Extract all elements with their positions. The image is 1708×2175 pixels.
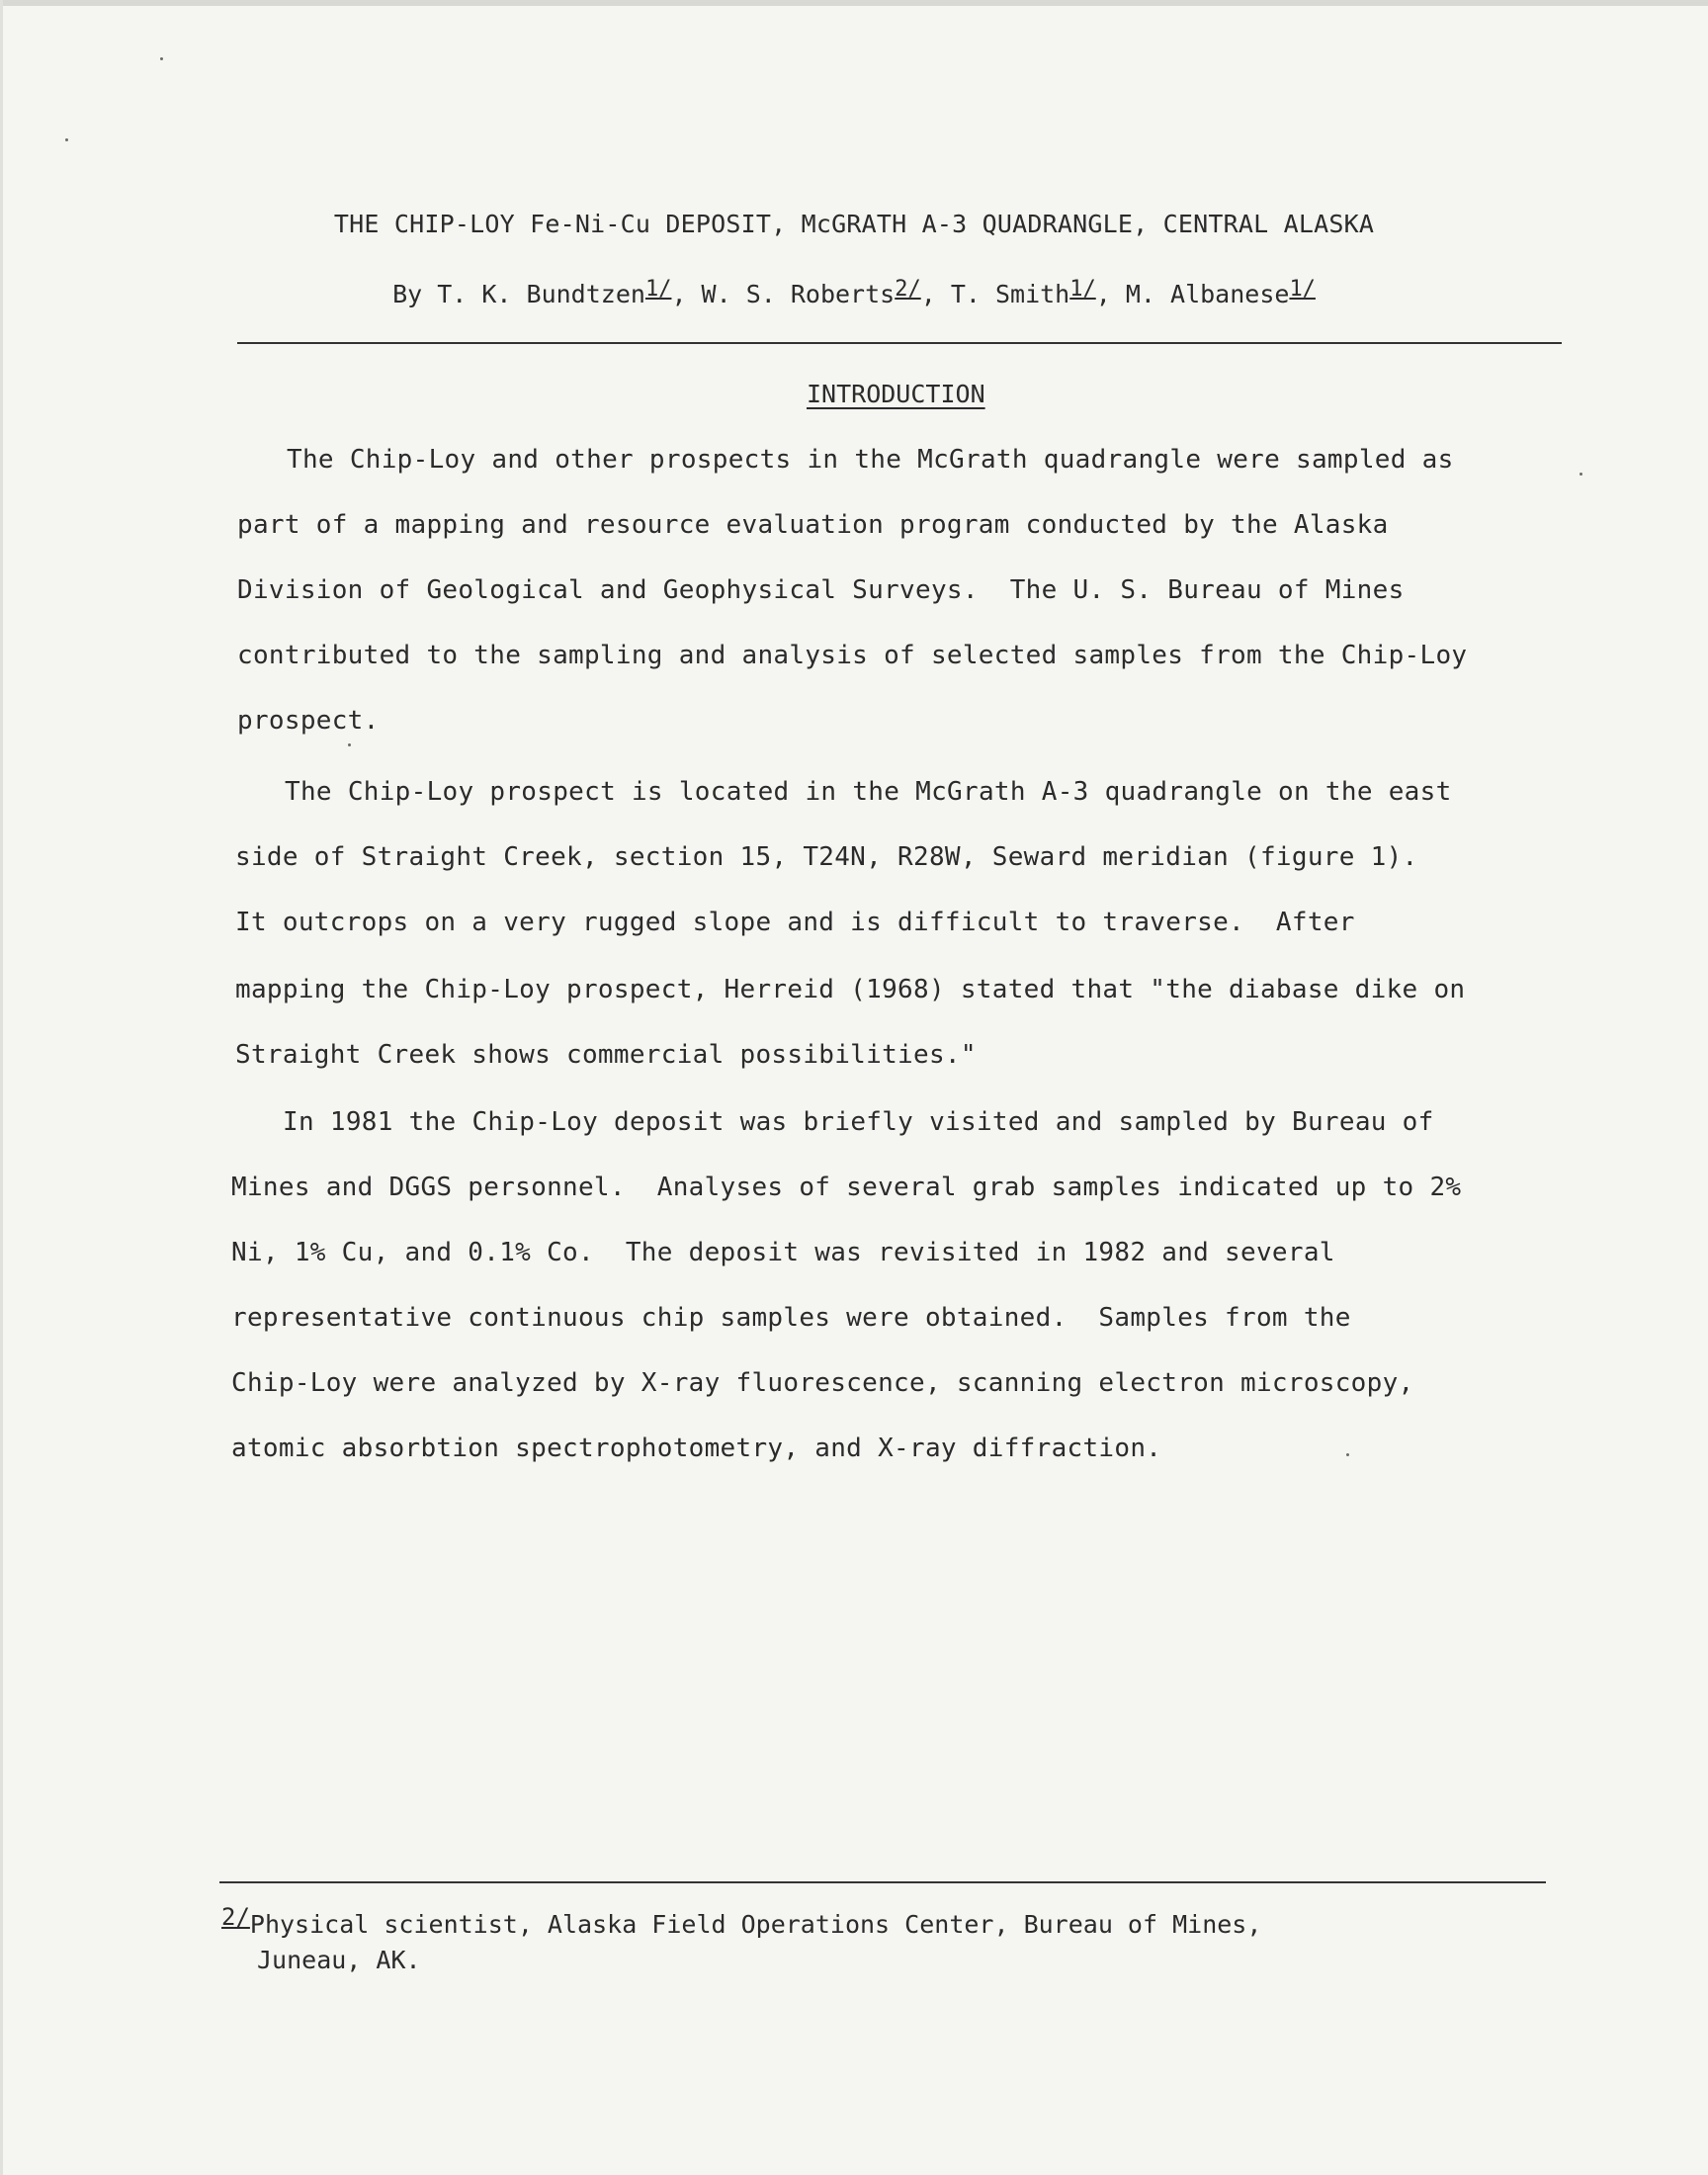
author-separator: ,	[920, 280, 951, 308]
scan-speck	[160, 57, 163, 60]
footnote-line	[221, 1903, 1262, 1939]
body-line: prospect.	[237, 706, 380, 736]
author-byline	[0, 277, 1708, 308]
author-name: M. Albanese	[1125, 280, 1290, 308]
scan-speck	[1346, 1453, 1349, 1456]
body-line: The Chip-Loy and other prospects in the McGrath quadrangle were sampled as	[287, 445, 1454, 475]
author-name: W. S. Roberts	[701, 280, 896, 308]
body-line: part of a mapping and resource evaluation program conducted by the Alaska	[237, 510, 1389, 540]
footnote-line: Juneau, AK.	[257, 1946, 421, 1974]
author-separator: ,	[1095, 280, 1126, 308]
body-line: mapping the Chip-Loy prospect, Herreid (1968) stated that "the diabase dike on	[235, 975, 1466, 1004]
scan-speck	[348, 743, 351, 746]
footnote-reference: 1/	[1069, 277, 1096, 302]
footnote-marker: 2/	[221, 1903, 250, 1931]
author-separator: ,	[671, 280, 702, 308]
body-line: The Chip-Loy prospect is located in the McGrath A-3 quadrangle on the east	[285, 777, 1452, 807]
body-line: Mines and DGGS personnel. Analyses of several grab samples indicated up to 2%	[231, 1173, 1462, 1202]
byline-prefix: By	[392, 280, 438, 308]
footnote-reference: 2/	[895, 277, 921, 302]
footnote-reference: 1/	[644, 277, 672, 302]
footnote-text: Physical scientist, Alaska Field Operations Center, Bureau of Mines,	[249, 1910, 1262, 1939]
body-line: Straight Creek shows commercial possibilities."	[235, 1040, 977, 1070]
body-line: Ni, 1% Cu, and 0.1% Co. The deposit was revisited in 1982 and several	[231, 1238, 1335, 1267]
body-line: atomic absorbtion spectrophotometry, and X-ray diffraction.	[231, 1434, 1162, 1463]
author-name: T. K. Bundtzen	[437, 280, 645, 308]
body-line: side of Straight Creek, section 15, T24N, R28W, Seward meridian (figure 1).	[235, 842, 1418, 872]
scan-speck	[65, 138, 68, 141]
body-line: representative continuous chip samples were obtained. Samples from the	[231, 1303, 1351, 1333]
section-heading: INTRODUCTION	[807, 380, 985, 408]
body-line: In 1981 the Chip-Loy deposit was briefly visited and sampled by Bureau of	[283, 1107, 1434, 1137]
author-name: T. Smith	[950, 280, 1070, 308]
body-line: contributed to the sampling and analysis of selected samples from the Chip-Loy	[237, 641, 1468, 670]
title-divider	[237, 342, 1562, 344]
scan-speck	[1580, 473, 1582, 476]
page-edge-top	[0, 0, 1708, 6]
document-title: THE CHIP-LOY Fe-Ni-Cu DEPOSIT, McGRATH A-3 QUADRANGLE, CENTRAL ALASKA	[333, 210, 1375, 238]
body-line: Division of Geological and Geophysical Surveys. The U. S. Bureau of Mines	[237, 575, 1405, 605]
footnote-reference: 1/	[1289, 277, 1316, 302]
body-line: It outcrops on a very rugged slope and is difficult to traverse. After	[235, 908, 1355, 937]
body-line: Chip-Loy were analyzed by X-ray fluorescence, scanning electron microscopy,	[231, 1368, 1414, 1398]
footnote-divider	[219, 1881, 1546, 1883]
page-edge-left	[0, 0, 3, 2175]
